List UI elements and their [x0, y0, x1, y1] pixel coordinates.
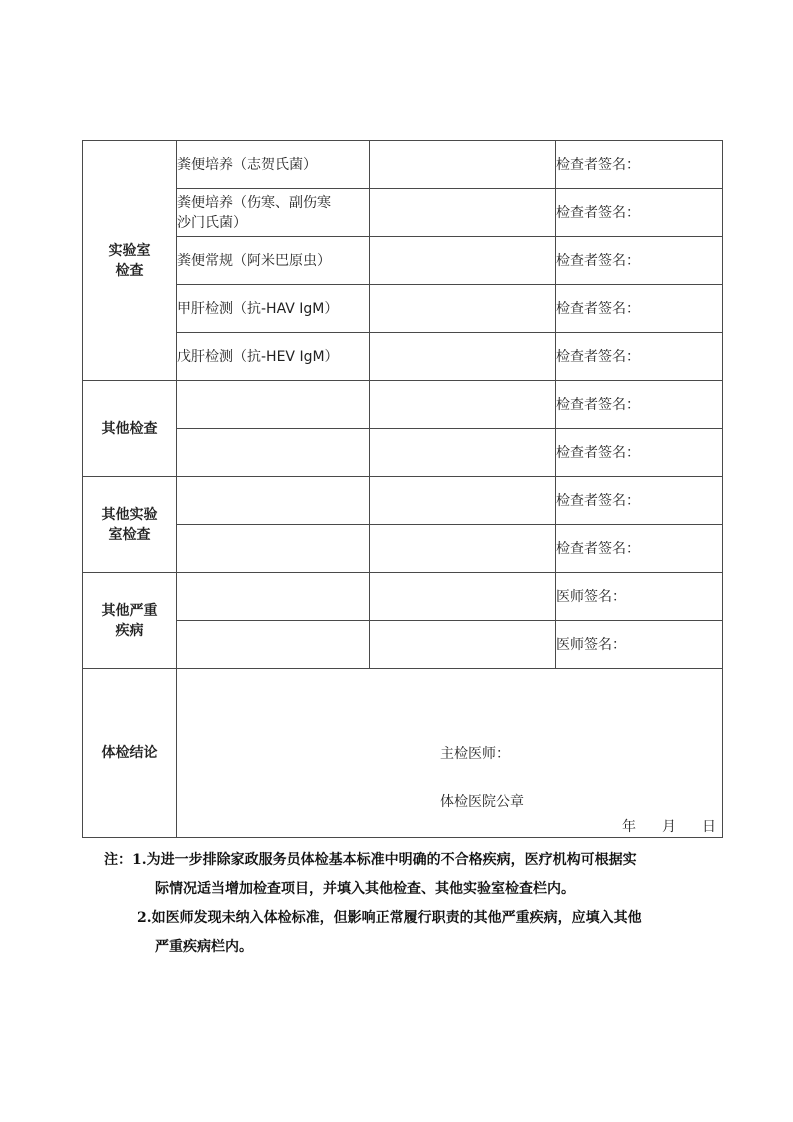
result-cell[interactable] [370, 621, 556, 669]
result-cell[interactable] [370, 141, 556, 189]
result-cell[interactable] [370, 285, 556, 333]
item-cell[interactable] [177, 477, 370, 525]
table-row [83, 189, 723, 237]
note-1-line-2: 际情况适当增加检查项目，并填入其他检查、其他实验室检查栏内。 [155, 881, 575, 897]
item-cell[interactable] [177, 573, 370, 621]
day-label: 日 [702, 819, 716, 835]
note-1-line-1: 注：1.为进一步排除家政服务员体检基本标准中明确的不合格疾病，医疗机构可根据实 [104, 852, 637, 868]
table-row-conclusion [83, 669, 723, 838]
table-row [83, 525, 723, 573]
lab-item-name: 甲肝检测（抗-HAV IgM） [177, 285, 370, 333]
group-label-lab [83, 141, 177, 381]
item-cell[interactable] [177, 621, 370, 669]
date-line [622, 817, 716, 837]
table-row [83, 573, 723, 621]
table-row [83, 477, 723, 525]
table-row [83, 381, 723, 429]
examiner-signature: 检查者签名： [556, 381, 723, 429]
table-row [83, 285, 723, 333]
lab-item-text: 粪便培养（伤寒、副伤寒 沙门氏菌） [177, 194, 331, 231]
note-2-line-2: 严重疾病栏内。 [155, 939, 253, 955]
examiner-signature: 检查者签名： [556, 525, 723, 573]
hospital-seal-label: 体检医院公章 [440, 794, 524, 810]
group-label-other-exam: 其他检查 [83, 381, 177, 477]
notes-section [104, 846, 724, 962]
group-label-other-lab [83, 477, 177, 573]
table-row [83, 429, 723, 477]
conclusion-cell[interactable] [177, 669, 723, 838]
examiner-signature: 检查者签名： [556, 237, 723, 285]
doctor-signature: 医师签名： [556, 573, 723, 621]
group-other-lab-text: 其他实验 室检查 [101, 506, 158, 543]
group-label-conclusion: 体检结论 [83, 669, 177, 838]
chief-doctor-label: 主检医师： [440, 746, 510, 762]
result-cell[interactable] [370, 429, 556, 477]
table-row [83, 333, 723, 381]
lab-item-name: 戊肝检测（抗-HEV IgM） [177, 333, 370, 381]
lab-item-name: 粪便常规（阿米巴原虫） [177, 237, 370, 285]
group-label-other-disease [83, 573, 177, 669]
examiner-signature: 检查者签名： [556, 333, 723, 381]
examiner-signature: 检查者签名： [556, 141, 723, 189]
result-cell[interactable] [370, 477, 556, 525]
group-other-disease-text: 其他严重 疾病 [101, 602, 158, 639]
year-label: 年 [622, 819, 636, 835]
result-cell[interactable] [370, 381, 556, 429]
table-row [83, 621, 723, 669]
examiner-signature: 检查者签名： [556, 285, 723, 333]
group-lab-text: 实验室 检查 [108, 242, 151, 279]
result-cell[interactable] [370, 573, 556, 621]
table-row [83, 237, 723, 285]
result-cell[interactable] [370, 333, 556, 381]
table-row [83, 141, 723, 189]
examiner-signature: 检查者签名： [556, 189, 723, 237]
result-cell[interactable] [370, 189, 556, 237]
item-cell[interactable] [177, 429, 370, 477]
month-label: 月 [662, 819, 676, 835]
note-2-line-1: 2.如医师发现未纳入体检标准，但影响正常履行职责的其他严重疾病，应填入其他 [137, 910, 642, 926]
item-cell[interactable] [177, 525, 370, 573]
item-cell[interactable] [177, 381, 370, 429]
doctor-signature: 医师签名： [556, 621, 723, 669]
examiner-signature: 检查者签名： [556, 477, 723, 525]
lab-item-name [177, 189, 370, 237]
result-cell[interactable] [370, 237, 556, 285]
health-exam-table [82, 140, 723, 838]
lab-item-name: 粪便培养（志贺氏菌） [177, 141, 370, 189]
examiner-signature: 检查者签名： [556, 429, 723, 477]
result-cell[interactable] [370, 525, 556, 573]
